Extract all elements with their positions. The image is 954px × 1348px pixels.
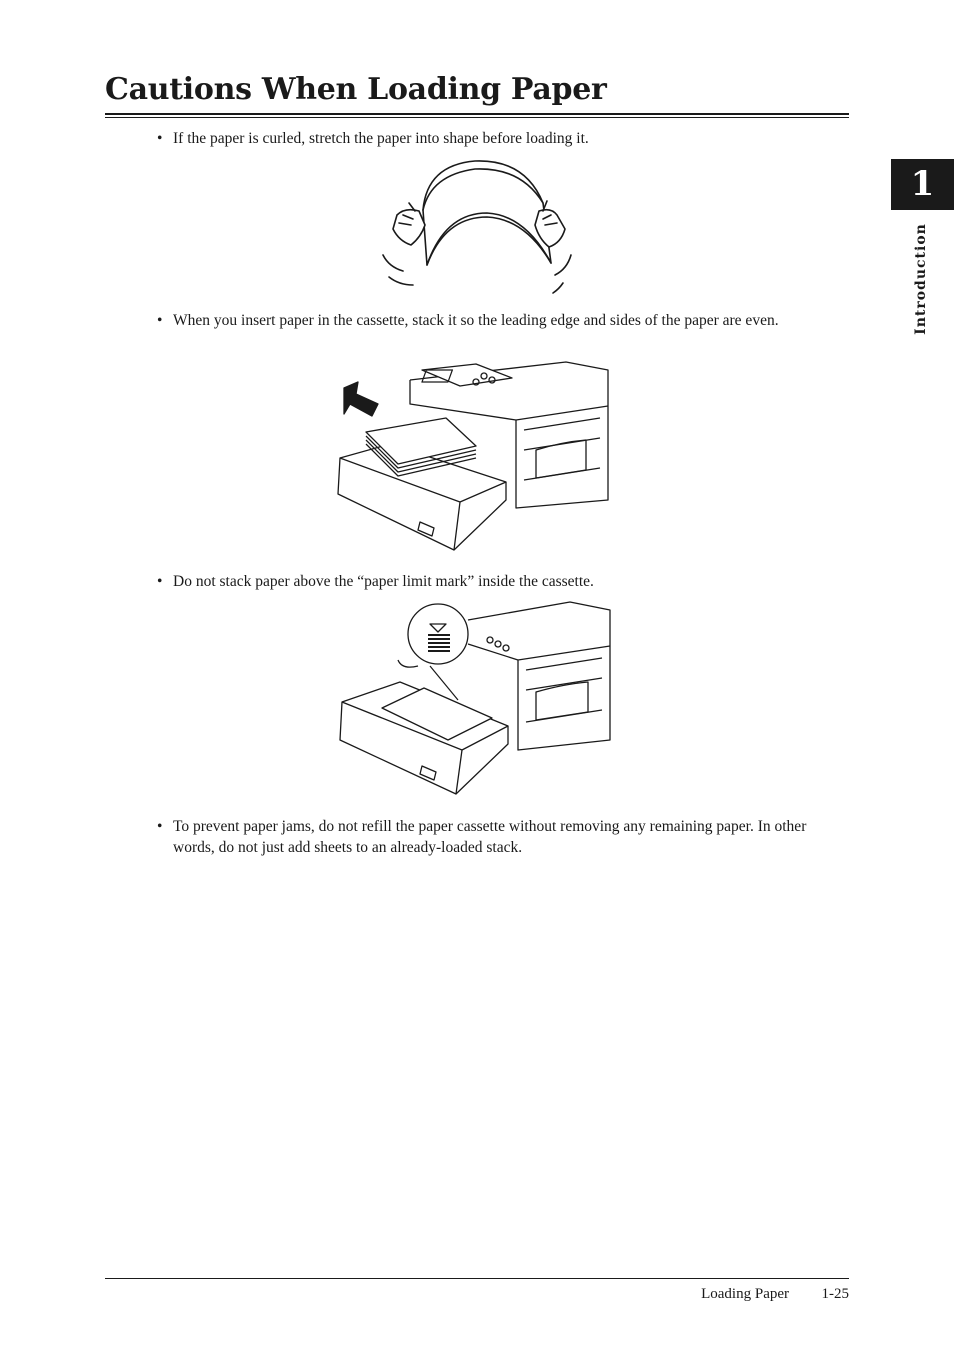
bullet-text: Do not stack paper above the “paper limit mark” inside the cassette. — [173, 573, 594, 590]
bullet-text: If the paper is curled, stretch the paper into shape before loading it. — [173, 130, 589, 147]
bullet-item-stack-evenly — [157, 310, 849, 331]
bullet-marker: • — [157, 312, 163, 329]
bullet-item-paper-limit — [157, 571, 849, 592]
title-rule — [105, 113, 849, 115]
chapter-label: Introduction — [913, 223, 929, 335]
bullet-marker: • — [157, 130, 163, 147]
footer-section-name: Loading Paper — [701, 1286, 789, 1302]
bullet-marker: • — [157, 573, 163, 590]
footer-page-number: 1-25 — [821, 1286, 849, 1302]
cassette-loading-illustration — [336, 360, 616, 555]
bullet-item-no-refill — [157, 816, 849, 858]
footer-rule — [105, 1278, 849, 1279]
curled-paper-illustration — [375, 155, 580, 295]
chapter-tab: 1 — [891, 159, 954, 210]
title-rule-thin — [105, 117, 849, 118]
bullet-item-curled-paper — [157, 128, 849, 149]
bullet-text: When you insert paper in the cassette, stack it so the leading edge and sides of the paper are even. — [173, 312, 779, 329]
bullet-marker: • — [157, 818, 163, 835]
bullet-text: To prevent paper jams, do not refill the paper cassette without removing any remaining paper. In other words, do not just add sheets to an already-loaded stack. — [173, 818, 807, 856]
page-title: Cautions When Loading Paper — [105, 72, 607, 107]
paper-limit-mark-illustration — [338, 600, 618, 800]
